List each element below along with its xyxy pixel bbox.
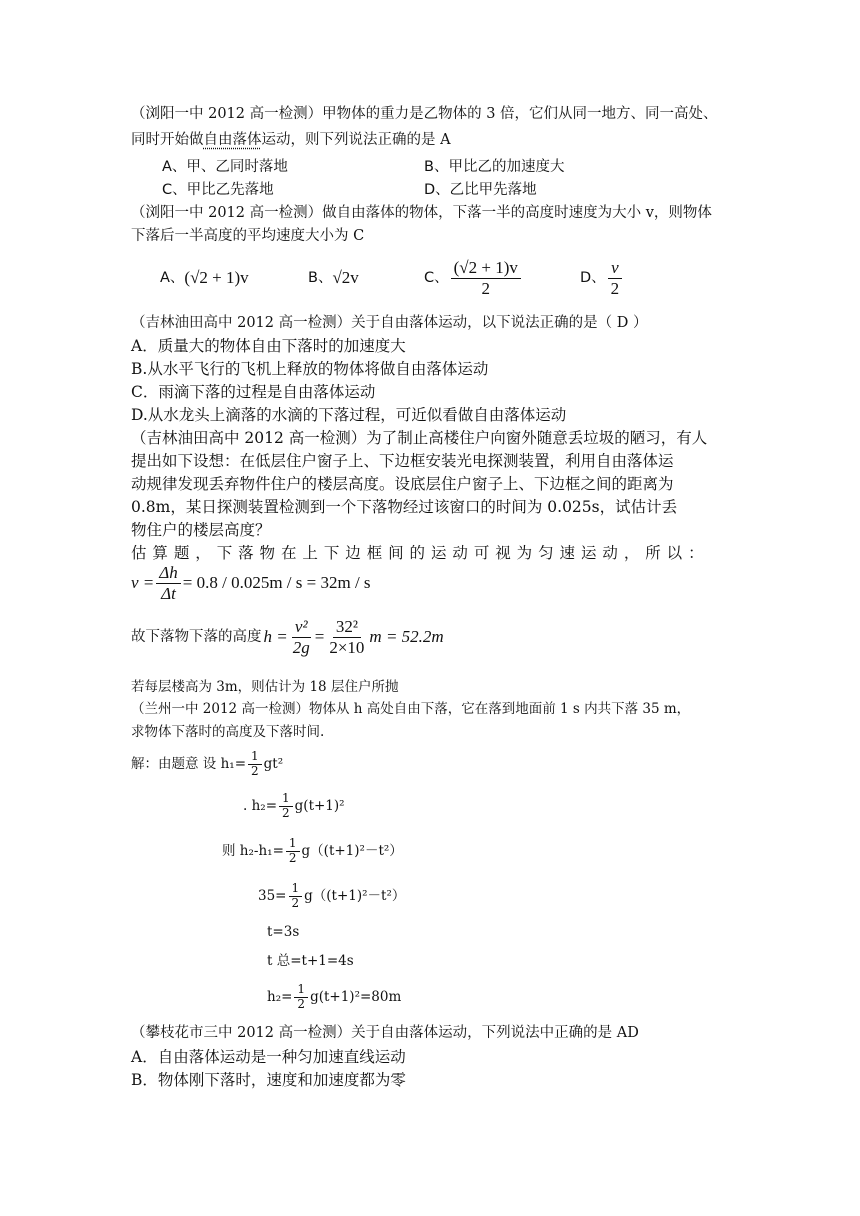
q5-step3-half-num: 1 bbox=[286, 837, 300, 852]
q5-step7-suffix: g(t+1)²=80m bbox=[310, 989, 402, 1005]
q2-option-c-label: C、 bbox=[424, 270, 449, 286]
q4-answer-line1: 估 算 题 ， 下 落 物 在 上 下 边 框 间 的 运 动 可 视 为 匀 速 运 动 ， 所 以 ： bbox=[131, 544, 705, 562]
q1-option-b: B、甲比乙的加速度大 bbox=[424, 159, 565, 175]
q4-eq2-lhs: h = bbox=[263, 627, 288, 646]
q4-stem-line4: 0.8m，某日探测装置检测到一个下落物经过该窗口的时间为 0.025s，试估计丢 bbox=[131, 498, 678, 516]
q4-eq1-lhs: v = bbox=[131, 573, 155, 592]
q2-option-b-expr: √2v bbox=[332, 268, 359, 287]
q5-step5: t=3s bbox=[267, 924, 300, 940]
q5-step3-half bbox=[286, 837, 300, 866]
q4-answer-height-prefix: 故下落物下落的高度 bbox=[131, 629, 262, 645]
q4-eq2-equals: = bbox=[314, 627, 325, 646]
q2-option-a bbox=[160, 258, 249, 298]
q5-step2-half-num: 1 bbox=[279, 792, 293, 807]
q3-option-d: D.从水龙头上滴落的水滴的下落过程，可近似看做自由落体运动 bbox=[131, 406, 567, 424]
q5-step7-half-num: 1 bbox=[294, 983, 308, 998]
q5-step7 bbox=[267, 978, 401, 1016]
q4-stem-line3: 动规律发现丢弃物件住户的楼层高度。设底层住户窗子上、下边框之间的距离为 bbox=[131, 475, 674, 493]
q5-step7-half-den: 2 bbox=[297, 996, 306, 1011]
q1-stem-line2c: 运动，则下列说法正确的是 A bbox=[261, 132, 451, 148]
q2-option-c-fraction bbox=[451, 258, 521, 298]
q5-step2-half-den: 2 bbox=[282, 805, 290, 820]
q5-step1-half bbox=[248, 750, 262, 779]
q4-eq1-fraction bbox=[156, 563, 180, 603]
q4-stem-line1: （吉林油田高中 2012 高一检测）为了制止高楼住户向窗外随意丢垃圾的陋习，有人 bbox=[131, 429, 708, 447]
q5-step4-half-den: 2 bbox=[291, 895, 300, 910]
q2-option-d-denominator: 2 bbox=[610, 278, 620, 298]
q6-option-a: A．自由落体运动是一种匀加速直线运动 bbox=[131, 1048, 406, 1066]
q5-step6: t 总=t+1=4s bbox=[267, 953, 354, 969]
q2-option-c-numerator: (√2 + 1)v bbox=[451, 258, 521, 279]
q2-option-c bbox=[424, 256, 523, 300]
q2-option-b-label: B、 bbox=[308, 270, 333, 286]
q6-stem: （攀枝花市三中 2012 高一检测）关于自由落体运动，下列说法中正确的是 AD bbox=[131, 1025, 639, 1041]
q5-step4-half-num: 1 bbox=[289, 882, 303, 897]
q2-option-d-fraction bbox=[608, 258, 623, 298]
q3-option-c: C．雨滴下落的过程是自由落体运动 bbox=[131, 383, 376, 401]
q4-answer-height bbox=[131, 612, 444, 662]
q6-option-b: B．物体刚下落时，速度和加速度都为零 bbox=[131, 1071, 406, 1089]
q5-step1-half-num: 1 bbox=[248, 750, 262, 765]
q3-option-a: A．质量大的物体自由下落时的加速度大 bbox=[131, 337, 406, 355]
q5-step1-prefix: 解：由题意 设 h₁= bbox=[131, 756, 247, 772]
q1-option-c: C、甲比乙先落地 bbox=[162, 182, 274, 198]
q1-option-d: D、乙比甲先落地 bbox=[424, 182, 537, 198]
q4-eq2-fraction2 bbox=[326, 617, 367, 657]
q5-step2-half bbox=[279, 792, 293, 821]
q5-step2-prefix: . h₂= bbox=[243, 798, 278, 814]
q2-option-a-label: A、 bbox=[160, 270, 185, 286]
q4-eq1-rhs: = 0.8 / 0.025m / s = 32m / s bbox=[182, 573, 371, 592]
q4-equation-velocity bbox=[131, 560, 371, 606]
q5-step2-suffix: g(t+1)² bbox=[294, 798, 345, 814]
q1-stem-line2a: 同时开始做 bbox=[131, 132, 204, 148]
q2-option-c-denominator: 2 bbox=[481, 278, 490, 298]
q5-step4-suffix: g（(t+1)²－t²） bbox=[304, 888, 406, 904]
q4-stem-line2: 提出如下设想：在低层住户窗子上、下边框安装光电探测装置，利用自由落体运 bbox=[131, 452, 674, 470]
q4-stem-line5: 物住户的楼层高度？ bbox=[131, 521, 271, 539]
q3-stem: （吉林油田高中 2012 高一检测）关于自由落体运动，以下说法正确的是（ D ） bbox=[131, 315, 648, 331]
q2-stem-line2: 下落后一半高度的平均速度大小为 C bbox=[131, 228, 365, 244]
q3-option-b: B.从水平飞行的飞机上释放的物体将做自由落体运动 bbox=[131, 360, 489, 378]
q1-stem-line2 bbox=[131, 130, 451, 150]
q2-option-d-label: D、 bbox=[580, 270, 606, 286]
q2-option-d bbox=[580, 256, 624, 300]
q2-option-d-numerator: v bbox=[608, 258, 622, 279]
q5-step7-prefix: h₂= bbox=[267, 989, 293, 1005]
q5-step1 bbox=[131, 746, 283, 782]
q5-step3 bbox=[222, 832, 403, 870]
q5-step4-prefix: 35= bbox=[258, 888, 287, 904]
q5-step4 bbox=[258, 877, 405, 915]
q4-eq2-rhs: m = 52.2m bbox=[369, 627, 444, 646]
q5-step3-prefix: 则 h₂-h₁= bbox=[222, 843, 284, 859]
q4-eq2-numerator2: 32² bbox=[333, 617, 361, 638]
q1-stem-line1: （浏阳一中 2012 高一检测）甲物体的重力是乙物体的 3 倍，它们从同一地方、同一高处、 bbox=[131, 106, 718, 122]
q4-eq1-denominator: Δt bbox=[161, 583, 176, 603]
q5-step7-half bbox=[294, 983, 308, 1012]
q4-eq2-denominator2: 2×10 bbox=[329, 637, 365, 657]
q5-step3-suffix: g（(t+1)²－t²） bbox=[301, 843, 403, 859]
q1-stem-emphasis: 自由落体 bbox=[203, 132, 262, 148]
q5-step1-half-den: 2 bbox=[251, 763, 259, 778]
q1-option-a: A、甲、乙同时落地 bbox=[162, 159, 288, 175]
q5-step3-half-den: 2 bbox=[288, 850, 297, 865]
q5-step4-half bbox=[289, 882, 303, 911]
q5-step2 bbox=[243, 788, 345, 824]
q5-stem-line2: 求物体下落时的高度及下落时间. bbox=[131, 724, 325, 740]
q2-option-a-expr: (√2 + 1)v bbox=[184, 268, 249, 287]
q5-step1-suffix: gt² bbox=[263, 756, 284, 772]
q4-eq2-numerator1: v² bbox=[292, 617, 311, 638]
q2-option-b bbox=[308, 258, 359, 298]
q5-stem-line1: （兰州一中 2012 高一检测）物体从 h 高处自由下落，它在落到地面前 1 s 内共下落 35 m， bbox=[131, 701, 691, 717]
q4-answer-conclusion: 若每层楼高为 3m，则估计为 18 层住户所抛 bbox=[131, 679, 399, 695]
q4-eq2-fraction1 bbox=[290, 617, 313, 657]
q4-eq1-numerator: Δh bbox=[156, 563, 180, 584]
q4-eq2-denominator1: 2g bbox=[292, 637, 310, 657]
q2-stem-line1: （浏阳一中 2012 高一检测）做自由落体的物体，下落一半的高度时速度为大小 v，则物体 bbox=[131, 205, 712, 221]
